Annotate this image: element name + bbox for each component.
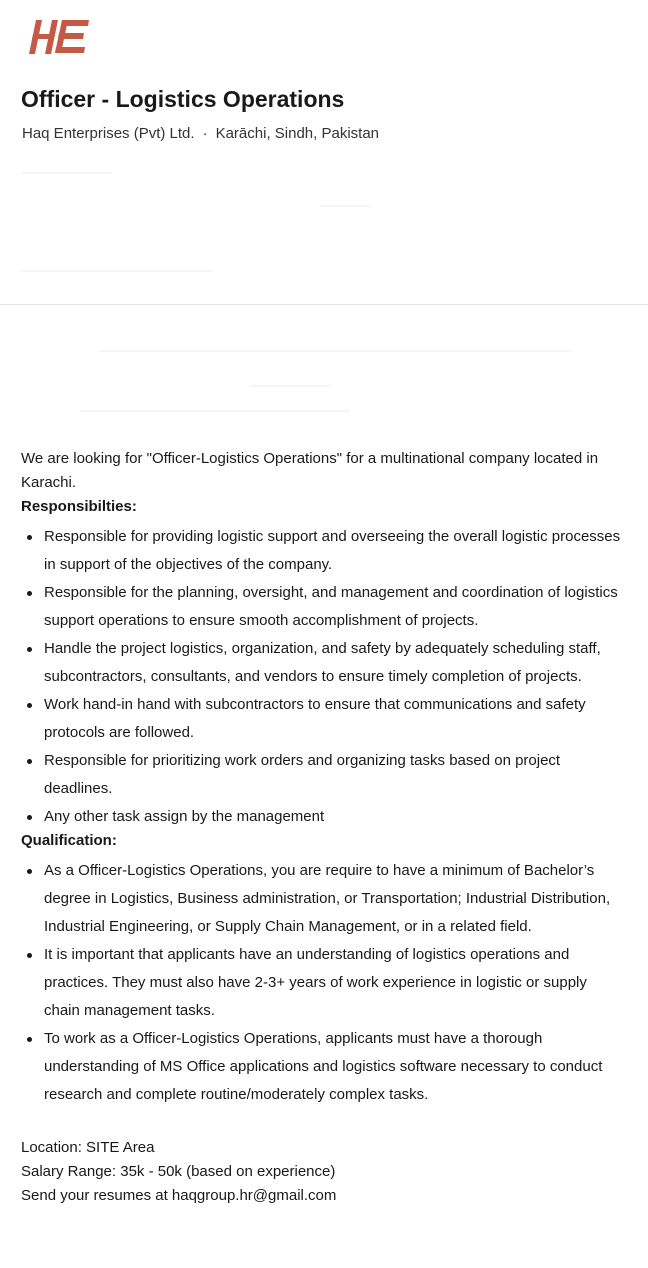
qualification-heading: Qualification: [21,832,117,849]
job-top-card [0,0,648,305]
job-location: Karāchi, Sindh, Pakistan [215,125,380,142]
faded-placeholder [22,270,212,272]
company-logo[interactable] [22,16,92,58]
qualification-list [21,857,626,1109]
list-item: Handle the project logistics, organization, and safety by adequately scheduling staff, subcontractors, consultants, and vendors to ensure timely completion of projects. [44,635,626,691]
job-description [21,447,626,1208]
location-line: Location: SITE Area [21,1139,155,1156]
salary-line: Salary Range: 35k - 50k (based on experience) [21,1163,336,1180]
responsibilities-list [21,523,626,831]
faded-placeholder [80,410,350,412]
faded-placeholder [22,172,112,174]
responsibilities-heading: Responsibilties: [21,498,137,515]
list-item: Responsible for providing logistic support and overseeing the overall logistic processes in support of the objectives of the company. [44,523,626,579]
list-item: Responsible for prioritizing work orders and organizing tasks based on project deadlines. [44,747,626,803]
list-item: It is important that applicants have an understanding of logistics operations and practices. They must also have 2-3+ years of work experience in logistic or supply chain management tasks. [44,941,626,1025]
list-item: Any other task assign by the management [44,803,626,831]
list-item: As a Officer-Logistics Operations, you are require to have a minimum of Bachelor’s degree in Logistics, Business administration, or Transportation; Industrial Distribution, Industrial Engineering, or Supply Chain Management, or in a related field. [44,857,626,941]
contact-info [21,1136,626,1208]
list-item: To work as a Officer-Logistics Operations, applicants must have a thorough understanding of MS Office applications and logistics software necessary to conduct research and complete routine/moderately complex tasks. [44,1025,626,1109]
list-item: Responsible for the planning, oversight, and management and coordination of logistics support operations to ensure smooth accomplishment of projects. [44,579,626,635]
faded-placeholder [100,350,570,352]
resume-line: Send your resumes at haqgroup.hr@gmail.com [21,1187,337,1204]
faded-placeholder [320,205,370,207]
company-location-line [22,125,379,142]
job-title: Officer - Logistics Operations [21,86,345,112]
list-item: Work hand-in hand with subcontractors to ensure that communications and safety protocols are followed. [44,691,626,747]
separator-dot: · [202,125,208,142]
intro-text: We are looking for "Officer-Logistics Operations" for a multinational company located in Karachi. [21,450,599,491]
company-name[interactable]: Haq Enterprises (Pvt) Ltd. [22,125,195,142]
faded-placeholder [250,385,330,387]
